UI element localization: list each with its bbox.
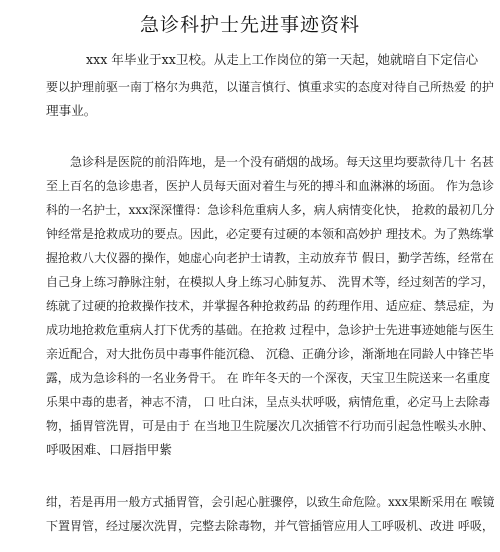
document-title: 急诊科护士先进事迹资料 [139, 14, 360, 36]
paragraph-line: 亲近配合，对大批伤员中毒事件能沉稳、 沉稳、正确分诊，渐渐地在同龄人中锋芒毕 [46, 347, 494, 361]
paragraph-line: 理事业。 [46, 103, 97, 118]
paragraph-line: 绀，若是再用一般方式插胃管，会引起心脏骤停，以致生命危险。xxx果断采用在 喉镜 [46, 495, 495, 509]
paragraph-line: 物，插胃管洗胃，可是由于 在当地卫生院屡次几次插管不行功而引起急性喉头水肿、 [46, 419, 494, 433]
paragraph-line: 下置胃管，经过屡次洗胃，完整去除毒物，并气管插管应用人工呼吸机、改进 呼吸， [46, 519, 494, 533]
paragraph-line: 握抢救八大仪器的操作，她虚心向老护士请教，主动放弃节 假日，勤学苦练，经常在 [46, 251, 494, 265]
paragraph-line: 乐果中毒的患者，神志不清， 口 吐白沫，呈点头状呼吸，病情危重，必定马上去除毒 [46, 395, 490, 409]
paragraph-line: 露，成为急诊科的一名业务骨干。 在 昨年冬天的一个深夜，天宝卫生院送来一名重度 [46, 371, 490, 385]
paragraph-line: 自己身上练习静脉注射，在模拟人身上练习心肺复苏、 洗胃术等，经过刻苦的学习， [46, 275, 494, 289]
paragraph-line: 呼吸困难、口唇指甲紫 [46, 442, 172, 457]
paragraph-line: 急诊科是医院的前沿阵地，是一个没有硝烟的战场。每天这里均要款待几十 名甚 [70, 155, 494, 169]
paragraph-line: xxx 年毕业于xx卫校。从走上工作岗位的第一天起，她就暗自下定信心 [86, 52, 479, 67]
paragraph-line: 要以护理前驱一南丁格尔为典范，以谨言慎行、慎重求实的态度对待自己所热爱 的护 [46, 80, 494, 94]
paragraph-line: 科的一名护士，xxx深深懂得：急诊科危重病人多，病人病情变化快， 抢救的最初几分 [46, 203, 495, 217]
paragraph-line: 至上百名的急诊患者，医护人员每天面对着生与死的搏斗和血淋淋的场面。 作为急诊 [46, 179, 494, 193]
paragraph-line: 钟经常是抢救成功的要点。因此，必定要有过硬的本领和高妙护 理技术。为了熟练掌 [46, 227, 494, 241]
paragraph-line: 成功地抢救危重病人打下优秀的基础。在抢救 过程中，急诊护士先进事迹她能与医生 [46, 323, 494, 337]
paragraph-line: 练就了过硬的抢救操作技术，并掌握各种抢救药品 的药理作用、适应症、禁忌症，为 [46, 299, 494, 313]
